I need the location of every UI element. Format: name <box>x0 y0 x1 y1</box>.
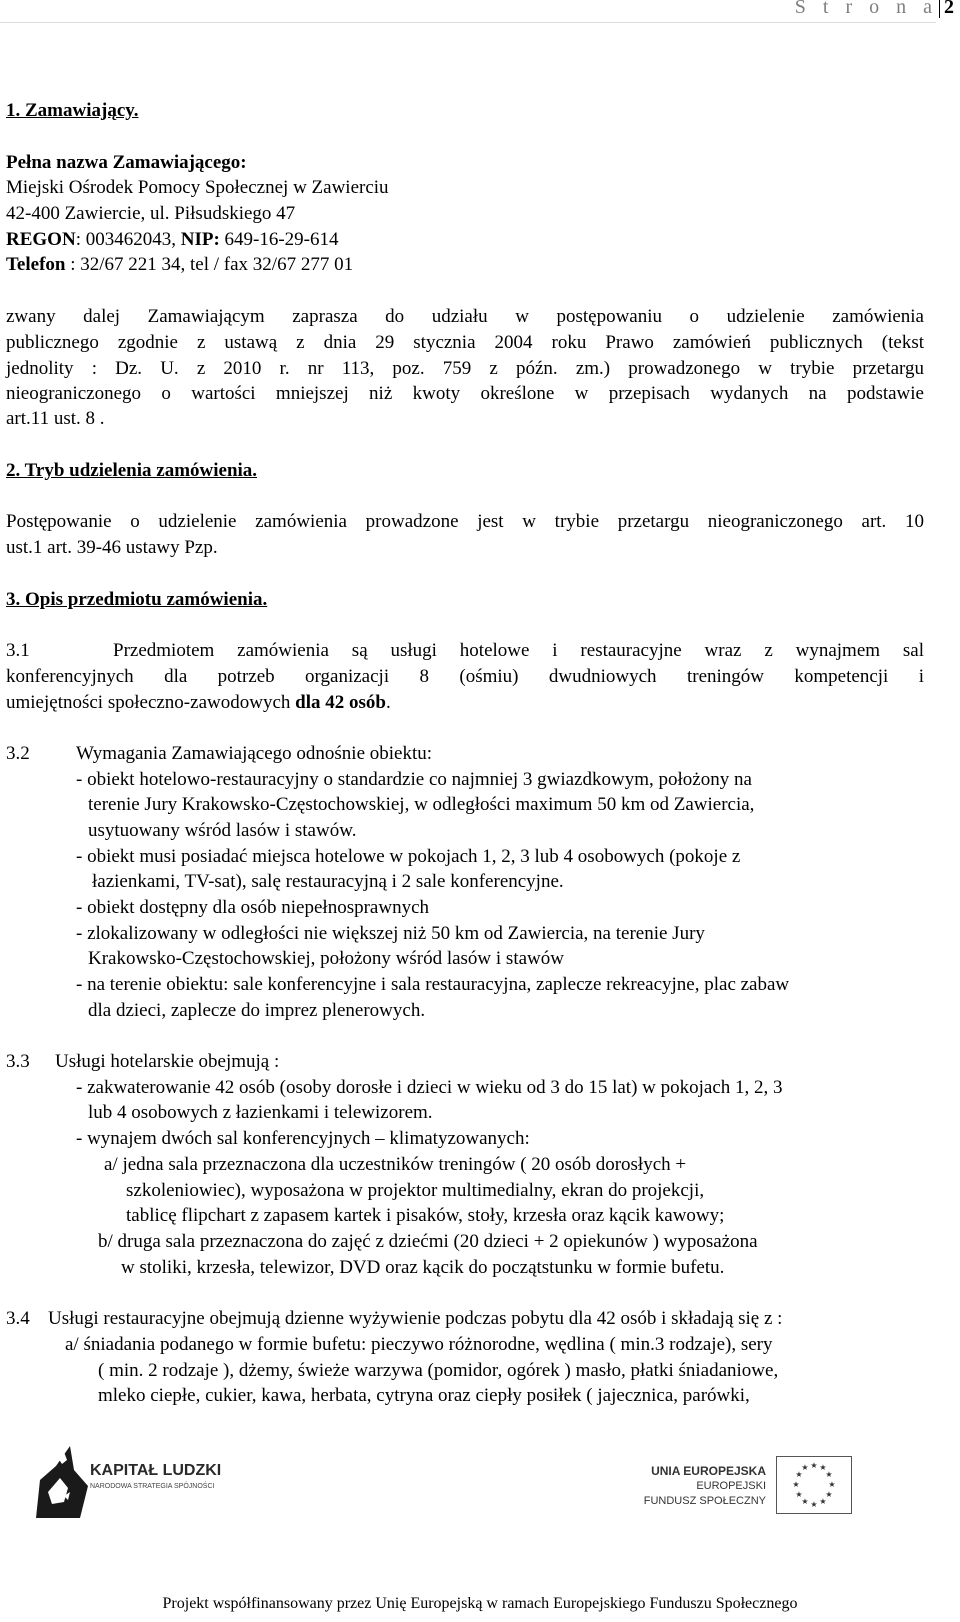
s2-para-line: Postępowanie o udzielenie zamówienia prowadzone jest w trybie przetargu nieograniczonego art. 10 <box>6 511 924 532</box>
eu-logo-line3: FUNDUSZ SPOŁECZNY <box>643 1495 766 1507</box>
section-1-heading: 1. Zamawiający. <box>6 100 139 121</box>
eu-flag-icon <box>776 1456 852 1514</box>
tel-value: : 32/67 221 34, tel / fax 32/67 277 01 <box>65 254 354 275</box>
svg-text:★: ★ <box>819 1497 827 1506</box>
p32-line: - na terenie obiektu: sale konferencyjne i sala restauracyjna, zaplecze rekreacyjne, plac zabaw <box>76 974 790 995</box>
svg-text:★: ★ <box>828 1480 836 1489</box>
eu-logo-line2: EUROPEJSKI <box>696 1480 766 1492</box>
p33-title: Usługi hotelarskie obejmują : <box>55 1051 280 1072</box>
p33-line: a/ jedna sala przeznaczona dla uczestników treningów ( 20 osób dorosłych + <box>104 1154 687 1175</box>
p32-line: usytuowany wśród lasów i stawów. <box>88 820 357 841</box>
p32-line: Krakowsko-Częstochowskiej, położony wśród lasów i stawów <box>88 948 564 969</box>
p31-text: umiejętności społeczno-zawodowych <box>6 692 296 713</box>
eu-logo <box>634 1452 864 1522</box>
p32-line: dla dzieci, zaplecze do imprez plenerowych. <box>88 1000 426 1021</box>
p33-line: lub 4 osobowych z łazienkami i telewizorem. <box>88 1102 433 1123</box>
tel-label: Telefon <box>6 254 66 275</box>
nip-value: 649-16-29-614 <box>219 229 339 250</box>
p31-line: konferencyjnych dla potrzeb organizacji 8 (ośmiu) dwudniowych treningów kompetencji i <box>6 666 924 687</box>
p34-number: 3.4 <box>6 1308 30 1329</box>
p34-line: ( min. 2 rodzaje ), dżemy, świeże warzywa (pomidor, ogórek ) masło, płatki śniadaniowe, <box>98 1360 779 1381</box>
nip-label: NIP: <box>180 229 220 250</box>
section-3-heading: 3. Opis przedmiotu zamówienia. <box>6 589 268 610</box>
p31-end: . <box>385 692 391 713</box>
p33-line: - zakwaterowanie 42 osób (osoby dorosłe i dzieci w wieku od 3 do 15 lat) w pokojach 1, 2, 3 <box>76 1077 783 1098</box>
p32-line: łazienkami, TV-sat), salę restauracyjną i 2 sale konferencyjne. <box>92 871 564 892</box>
regon-label: REGON <box>6 229 76 250</box>
header-divider <box>0 22 936 23</box>
kapital-ludzki-subtitle: NARODOWA STRATEGIA SPÓJNOŚCI <box>90 1483 215 1490</box>
regon-value: : 003462043, <box>75 229 181 250</box>
s1-para-line: publicznego zgodnie z ustawą z dnia 29 stycznia 2004 roku Prawo zamówień publicznych (tekst <box>6 332 924 353</box>
svg-text:★: ★ <box>795 1490 803 1499</box>
p34-line: a/ śniadania podanego w formie bufetu: pieczywo różnorodne, wędlina ( min.3 rodzaje), sery <box>65 1334 773 1355</box>
p33-line: szkoleniowiec), wyposażona w projektor multimedialny, ekran do projekcji, <box>126 1180 705 1201</box>
s1-para-line: jednolity : Dz. U. z 2010 r. nr 113, poz. 759 z późn. zm.) prowadzonego w trybie przetargu <box>6 358 924 379</box>
p31-bold: dla 42 osób <box>295 692 386 713</box>
p34-line: mleko ciepłe, cukier, kawa, herbata, cytryna oraz ciepły posiłek ( jajecznica, parówki, <box>98 1385 750 1406</box>
orderer-ids <box>6 229 339 251</box>
s1-para-line: art.11 ust. 8 . <box>6 408 105 429</box>
kapital-ludzki-emblem-icon <box>34 1440 94 1520</box>
s1-para-line: zwany dalej Zamawiającym zaprasza do udziału w postępowaniu o udzielenie zamówienia <box>6 306 924 327</box>
svg-text:★: ★ <box>795 1470 803 1479</box>
kapital-ludzki-title: KAPITAŁ LUDZKI <box>90 1462 222 1479</box>
p32-title: Wymagania Zamawiającego odnośnie obiektu: <box>76 743 433 764</box>
p31-line <box>6 692 391 714</box>
svg-text:★: ★ <box>819 1463 827 1472</box>
p31-number: 3.1 <box>6 640 30 661</box>
fullname-label: Pełna nazwa Zamawiającego: <box>6 152 247 173</box>
p33-line: w stoliki, krzesła, telewizor, DVD oraz kącik do początstunku w formie bufetu. <box>121 1257 725 1278</box>
p33-number: 3.3 <box>6 1051 30 1072</box>
orderer-name: Miejski Ośrodek Pomocy Społecznej w Zawierciu <box>6 177 389 198</box>
svg-text:★: ★ <box>801 1463 809 1472</box>
svg-text:★: ★ <box>801 1497 809 1506</box>
svg-text:★: ★ <box>825 1490 833 1499</box>
kapital-ludzki-logo <box>34 1440 254 1520</box>
page-number: 2 <box>939 0 954 18</box>
page-label: S t r o n a <box>794 0 938 18</box>
p32-number: 3.2 <box>6 743 30 764</box>
p32-line: - obiekt hotelowo-restauracyjny o standardzie co najmniej 3 gwiazdkowym, położony na <box>76 769 752 790</box>
p32-line: - obiekt musi posiadać miejsca hotelowe w pokojach 1, 2, 3 lub 4 osobowych (pokoje z <box>76 846 741 867</box>
p32-line: - zlokalizowany w odległości nie większej niż 50 km od Zawiercia, na terenie Jury <box>76 923 705 944</box>
p33-line: - wynajem dwóch sal konferencyjnych – klimatyzowanych: <box>76 1128 530 1149</box>
orderer-phone <box>6 254 353 276</box>
p33-line: tablicę flipchart z zapasem kartek i pisaków, stoły, krzesła oraz kącik kawowy; <box>126 1205 725 1226</box>
s2-para-line: ust.1 art. 39-46 ustawy Pzp. <box>6 537 218 558</box>
eu-logo-line1: UNIA EUROPEJSKA <box>651 1464 766 1478</box>
p32-line: terenie Jury Krakowsko-Częstochowskiej, w odległości maximum 50 km od Zawiercia, <box>88 794 755 815</box>
page-header <box>0 0 960 24</box>
orderer-address: 42-400 Zawiercie, ul. Piłsudskiego 47 <box>6 203 296 224</box>
footer-cofinancing-text: Projekt współfinansowany przez Unię Europejską w ramach Europejskiego Funduszu Społecznego <box>162 1595 798 1612</box>
p32-line: - obiekt dostępny dla osób niepełnosprawnych <box>76 897 430 918</box>
svg-text:★: ★ <box>810 1500 818 1509</box>
s1-para-line: nieograniczonego o wartości mniejszej niż kwoty określone w przepisach wydanych na podstawie <box>6 383 924 404</box>
svg-text:★: ★ <box>792 1480 800 1489</box>
section-2-heading: 2. Tryb udzielenia zamówienia. <box>6 460 258 481</box>
p31-line: Przedmiotem zamówienia są usługi hotelowe i restauracyjne wraz z wynajmem sal <box>113 640 924 661</box>
svg-text:★: ★ <box>825 1470 833 1479</box>
p33-line: b/ druga sala przeznaczona do zajęć z dziećmi (20 dzieci + 2 opiekunów ) wyposażona <box>98 1231 758 1252</box>
p34-title: Usługi restauracyjne obejmują dzienne wyżywienie podczas pobytu dla 42 osób i składają się z : <box>48 1308 783 1329</box>
svg-text:★: ★ <box>810 1461 818 1470</box>
